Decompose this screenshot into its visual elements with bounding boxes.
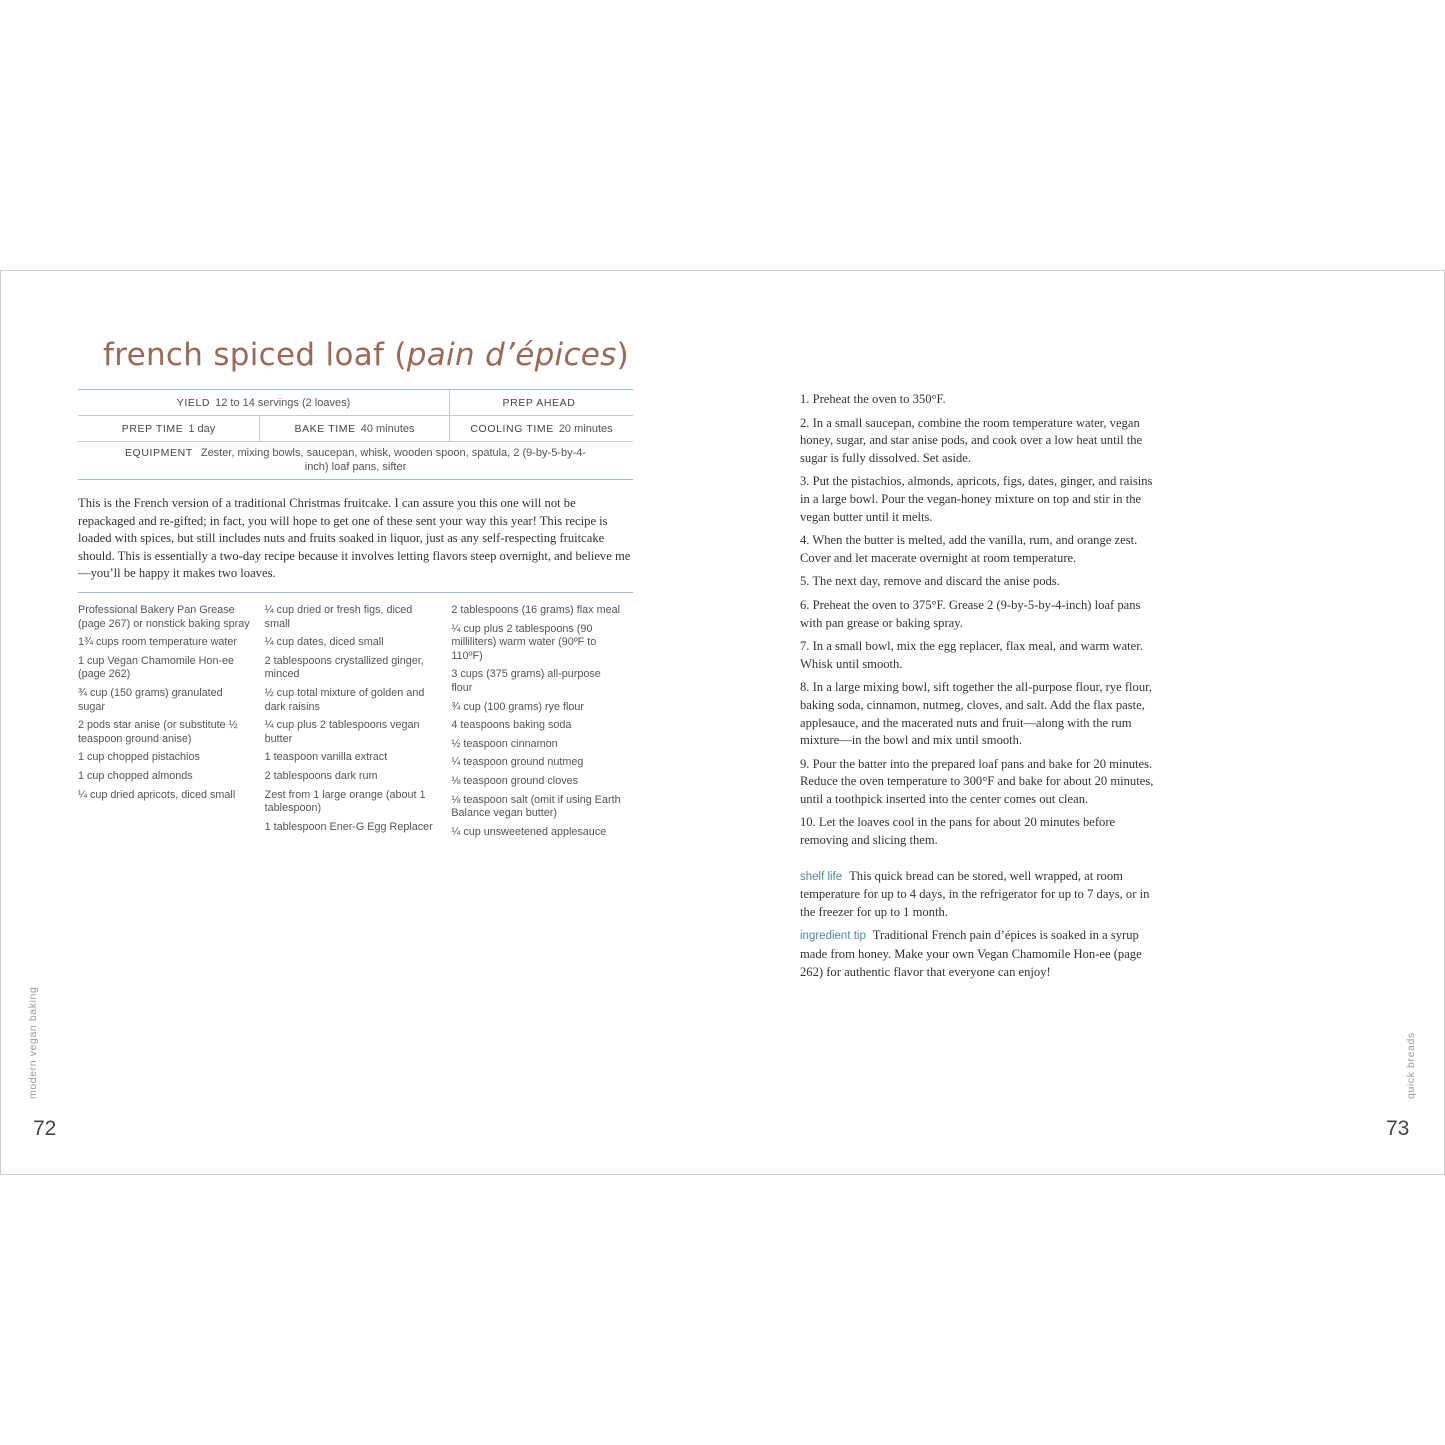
method-step: 9. Pour the batter into the prepared loaf pans and bake for 20 minutes. Reduce the oven temperature to 300°F and bake for about 20 minutes, until a toothpick inserted into the center comes out clean. bbox=[800, 756, 1154, 806]
shelf-life-label: shelf life bbox=[800, 870, 843, 883]
recipe-title-main: french spiced loaf ( bbox=[103, 337, 407, 373]
cooling-time-cell bbox=[449, 416, 633, 441]
ingredient-column-1 bbox=[78, 604, 265, 844]
method-step: 7. In a small bowl, mix the egg replacer, flax meal, and warm water. Whisk until smooth. bbox=[800, 639, 1143, 671]
equipment-value: Zester, mixing bowls, saucepan, whisk, wooden spoon, spatula, 2 (9-by-5-by-4-inch) loaf pans, sifter bbox=[200, 447, 587, 473]
recipe-intro: This is the French version of a traditional Christmas fruitcake. I can assure you this one will not be repackaged and re-gifted; in fact, you will hope to get one of these sent your way this year! This recipe is loaded with spices, but still includes nuts and fruits soaked in liquor, just as any self-respecting fruitcake should. This is essentially a two-day recipe because it involves letting flavors steep overnight, and believe me—you’ll be happy it makes two loaves. bbox=[78, 496, 631, 581]
prep-time-cell bbox=[78, 416, 259, 441]
divider bbox=[78, 592, 633, 593]
ingredient-item: ¼ teaspoon ground nutmeg bbox=[451, 756, 584, 769]
ingredient-item: 1¾ cups room temperature water bbox=[78, 636, 238, 649]
ingredient-item: Zest from 1 large orange (about 1 tablespoon) bbox=[264, 788, 426, 815]
bake-time-value: 40 minutes bbox=[360, 422, 415, 435]
running-head-right: quick breads bbox=[1405, 1032, 1417, 1099]
prep-time-value: 1 day bbox=[188, 422, 216, 435]
ingredient-column-2 bbox=[265, 604, 452, 844]
meta-row-yield bbox=[78, 389, 633, 415]
meta-row-times bbox=[78, 415, 633, 441]
ingredient-item: ¼ cup plus 2 tablespoons (90 milliliters) warm water (90ºF to 110ºF) bbox=[451, 622, 597, 662]
cooling-time-label: COOLING TIME bbox=[470, 422, 554, 435]
ingredient-item: 2 tablespoons dark rum bbox=[264, 769, 378, 782]
ingredient-tip-text: Traditional French pain d’épices is soaked in a syrup made from honey. Make your own Vegan Chamomile Hon-ee (page 262) for authentic flavor that everyone can enjoy! bbox=[800, 928, 1142, 979]
ingredient-tip-note bbox=[800, 927, 1160, 981]
cooling-time-value: 20 minutes bbox=[558, 422, 613, 435]
prep-ahead-label: PREP AHEAD bbox=[502, 396, 576, 409]
recipe-notes bbox=[800, 868, 1160, 982]
bake-time-cell bbox=[259, 416, 449, 441]
ingredient-item: ⅛ teaspoon ground cloves bbox=[451, 774, 578, 787]
ingredient-item: ¾ cup (100 grams) rye flour bbox=[451, 700, 584, 713]
ingredient-item: 2 tablespoons crystallized ginger, minced bbox=[264, 654, 424, 681]
ingredient-item: Professional Bakery Pan Grease (page 267) or nonstick baking spray bbox=[78, 604, 250, 630]
right-page bbox=[723, 271, 1444, 1174]
left-page bbox=[1, 271, 722, 1174]
ingredient-list bbox=[78, 604, 638, 844]
ingredient-item: 2 pods star anise (or substitute ½ teaspoon ground anise) bbox=[78, 719, 238, 745]
ingredient-item: ¼ cup dried or fresh figs, diced small bbox=[264, 604, 413, 630]
ingredient-item: 4 teaspoons baking soda bbox=[451, 719, 572, 732]
method-step: 10. Let the loaves cool in the pans for about 20 minutes before removing and slicing them. bbox=[800, 815, 1116, 848]
ingredient-item: 1 teaspoon vanilla extract bbox=[264, 751, 388, 764]
ingredient-item: 1 cup chopped almonds bbox=[78, 769, 193, 782]
method-steps bbox=[800, 391, 1160, 987]
equipment-label: EQUIPMENT bbox=[124, 447, 193, 459]
ingredient-item: ½ teaspoon cinnamon bbox=[451, 737, 558, 750]
ingredient-tip-label: ingredient tip bbox=[800, 930, 866, 943]
ingredient-item: ⅛ teaspoon salt (omit if using Earth Balance vegan butter) bbox=[451, 793, 621, 820]
method-step: 5. The next day, remove and discard the anise pods. bbox=[800, 574, 1060, 589]
recipe-title-italic: pain d’épices bbox=[406, 337, 617, 373]
bake-time-label: BAKE TIME bbox=[294, 422, 356, 435]
shelf-life-text: This quick bread can be stored, well wrapped, at room temperature for up to 4 days, in the refrigerator for up to 7 days, or in the freezer for up to 1 month. bbox=[800, 868, 1150, 919]
recipe-title bbox=[103, 337, 629, 373]
running-head-left: modern vegan baking bbox=[27, 986, 39, 1099]
ingredient-item: ¾ cup (150 grams) granulated sugar bbox=[78, 686, 223, 713]
page-number-right: 73 bbox=[1386, 1117, 1410, 1140]
yield-value: 12 to 14 servings (2 loaves) bbox=[215, 396, 351, 409]
ingredient-item: 1 cup chopped pistachios bbox=[78, 751, 200, 764]
shelf-life-note bbox=[800, 868, 1160, 922]
recipe-title-close: ) bbox=[616, 337, 630, 373]
ingredient-item: ¼ cup dates, diced small bbox=[264, 636, 384, 649]
ingredient-column-3 bbox=[451, 604, 638, 844]
equipment-row bbox=[78, 441, 633, 480]
ingredient-item: ½ cup total mixture of golden and dark raisins bbox=[264, 686, 425, 713]
ingredient-item: 2 tablespoons (16 grams) flax meal bbox=[451, 604, 620, 616]
method-step: 6. Preheat the oven to 375°F. Grease 2 (9-by-5-by-4-inch) loaf pans with pan grease or baking spray. bbox=[800, 597, 1141, 630]
book-spread bbox=[0, 270, 1445, 1175]
ingredient-item: ¼ cup plus 2 tablespoons vegan butter bbox=[264, 719, 420, 745]
method-step: 2. In a small saucepan, combine the room temperature water, vegan honey, sugar, and star anise pods, and cook over a low heat until the sugar is fully dissolved. Set aside. bbox=[800, 415, 1143, 465]
method-step: 1. Preheat the oven to 350°F. bbox=[800, 392, 946, 406]
yield-label: YIELD bbox=[176, 396, 211, 409]
prep-time-label: PREP TIME bbox=[121, 422, 184, 435]
method-step: 4. When the butter is melted, add the vanilla, rum, and orange zest. Cover and let macerate overnight at room temperature. bbox=[800, 533, 1138, 565]
method-step: 8. In a large mixing bowl, sift together the all-purpose flour, rye flour, baking soda, cinnamon, nutmeg, cloves, and salt. Add the flax paste, applesauce, and the macerated nuts and fruit—along with the rum mixture—in the bowl and mix until smooth. bbox=[800, 680, 1152, 748]
method-step: 3. Put the pistachios, almonds, apricots, figs, dates, ginger, and raisins in a large bowl. Pour the vegan-honey mixture on top and stir in the vegan butter until it melts. bbox=[800, 474, 1153, 524]
ingredient-item: 1 tablespoon Ener-G Egg Replacer bbox=[264, 820, 433, 833]
ingredient-item: 1 cup Vegan Chamomile Hon-ee (page 262) bbox=[78, 654, 235, 681]
yield-cell bbox=[78, 390, 449, 415]
page-number-left: 72 bbox=[33, 1117, 57, 1140]
recipe-meta-table bbox=[78, 389, 633, 480]
ingredient-item: ¼ cup unsweetened applesauce bbox=[451, 825, 607, 838]
ingredient-item: ¼ cup dried apricots, diced small bbox=[78, 788, 236, 801]
ingredient-item: 3 cups (375 grams) all-purpose flour bbox=[451, 668, 601, 694]
prep-ahead-cell bbox=[449, 390, 633, 415]
